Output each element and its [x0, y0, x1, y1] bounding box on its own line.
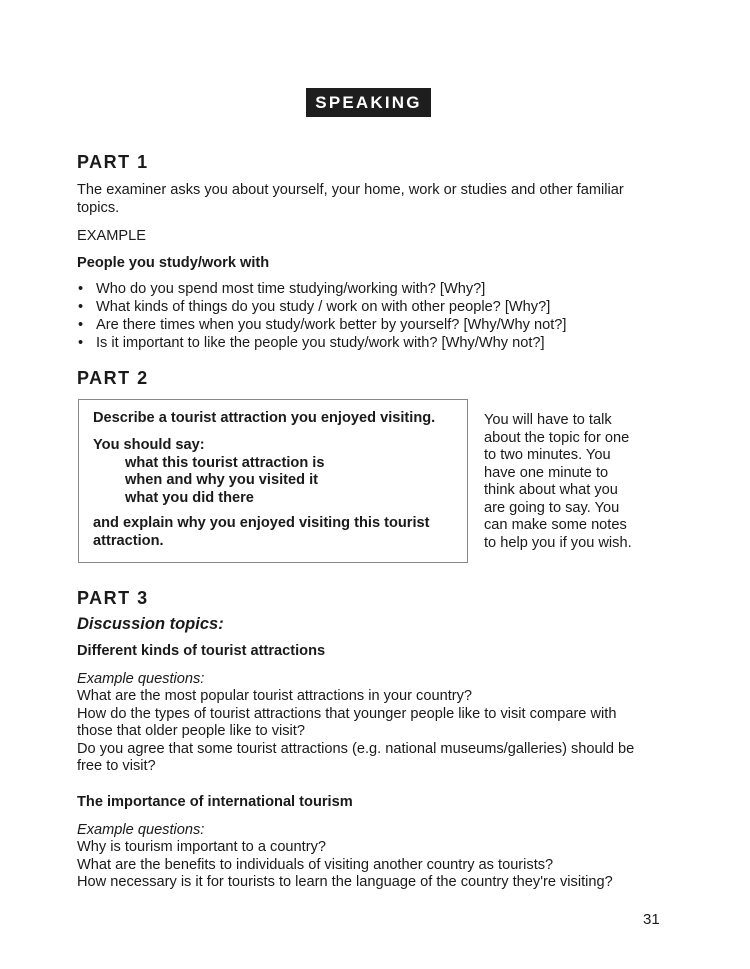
- part3-question-line: What are the benefits to individuals of visiting another country as tourists?: [77, 856, 554, 873]
- example-questions-label: Example questions:: [77, 671, 205, 687]
- part3-question-line: those that older people like to visit?: [77, 723, 305, 739]
- part3-question-line: Why is tourism important to a country?: [77, 839, 326, 855]
- part2-note-line: to two minutes. You: [484, 447, 611, 463]
- part2-note-line: can make some notes: [484, 517, 627, 533]
- cue-card-point: what you did there: [125, 490, 254, 506]
- part3-question-line: How do the types of tourist attractions that younger people like to visit compare with: [77, 706, 617, 722]
- part2-note-line: You will have to talk: [484, 412, 612, 428]
- part1-topic: People you study/work with: [77, 255, 270, 271]
- part2-note-line: about the topic for one: [484, 429, 630, 446]
- part3-question-line: free to visit?: [77, 758, 156, 774]
- part1-question: • What kinds of things do you study / work on with other people? [Why?]: [96, 299, 550, 317]
- part1-question: • Is it important to like the people you study/work with? [Why/Why not?]: [96, 335, 545, 353]
- discussion-topic-title: Different kinds of tourist attractions: [77, 643, 326, 659]
- part1-intro-line: The examiner asks you about yourself, your home, work or studies and other familiar: [77, 182, 624, 198]
- page-number: 31: [643, 911, 660, 928]
- part3-question-line: What are the most popular tourist attractions in your country?: [77, 688, 473, 704]
- cue-card-explain: attraction.: [93, 533, 164, 549]
- part1-question: • Are there times when you study/work better by yourself? [Why/Why not?]: [96, 317, 566, 335]
- part2-note-line: are going to say. You: [484, 499, 620, 516]
- part1-intro-line: topics.: [77, 200, 120, 216]
- part2-note-line: have one minute to: [484, 464, 609, 481]
- part3-question-line: Do you agree that some tourist attractions (e.g. national museums/galleries) should be: [77, 741, 635, 757]
- example-questions-label: Example questions:: [77, 822, 205, 838]
- part3-heading: PART 3: [77, 588, 149, 608]
- part2-heading: PART 2: [77, 368, 149, 388]
- section-title: SPEAKING: [306, 88, 431, 117]
- part2-note-line: to help you if you wish.: [484, 534, 632, 551]
- discussion-topics-label: Discussion topics:: [77, 615, 224, 633]
- part1-heading: PART 1: [77, 152, 149, 172]
- cue-card-prompt: Describe a tourist attraction you enjoyed visiting.: [93, 410, 436, 426]
- cue-card-should-say: You should say:: [93, 437, 205, 453]
- part3-question-line: How necessary is it for tourists to learn the language of the country they're visiting?: [77, 874, 613, 890]
- example-label: EXAMPLE: [77, 228, 146, 244]
- cue-card-point: when and why you visited it: [125, 472, 318, 488]
- part2-note-line: think about what you: [484, 482, 618, 498]
- cue-card-point: what this tourist attraction is: [125, 455, 325, 471]
- part1-question: • Who do you spend most time studying/working with? [Why?]: [96, 281, 485, 299]
- discussion-topic-title: The importance of international tourism: [77, 794, 353, 810]
- cue-card-explain: and explain why you enjoyed visiting this tourist: [93, 515, 430, 531]
